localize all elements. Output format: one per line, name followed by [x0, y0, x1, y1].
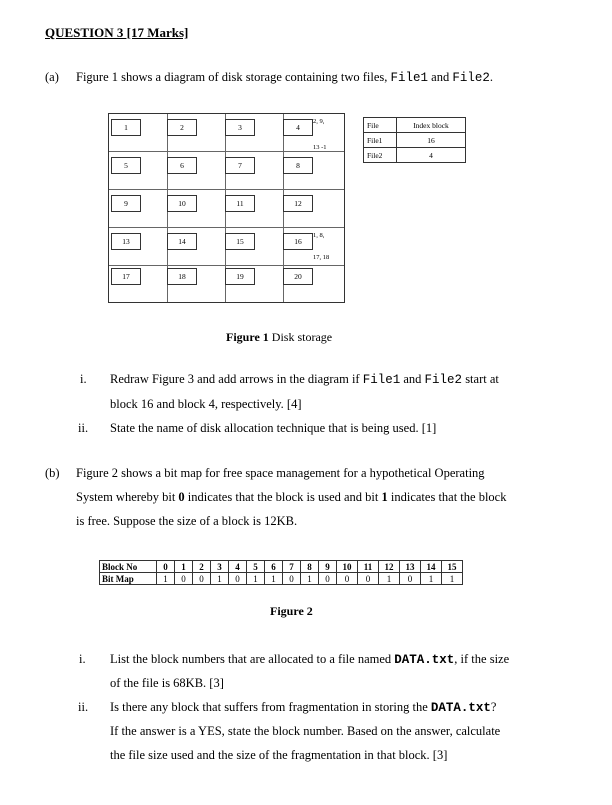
- file-index-table: [363, 117, 466, 163]
- part-a-intro: [76, 70, 493, 85]
- block-number: 14: [421, 561, 442, 573]
- bit-value: 1: [211, 573, 229, 585]
- table-cell: 16: [397, 133, 466, 148]
- block-number: 1: [175, 561, 193, 573]
- disk-block: 14: [167, 233, 197, 250]
- q-a-i-label: i.: [80, 372, 87, 386]
- bit-value: 1: [247, 573, 265, 585]
- disk-block: 20: [283, 268, 313, 285]
- q-a-i-text: Redraw Figure 3 and add arrows in the diagram if: [110, 372, 360, 386]
- data-file-name: DATA.txt: [430, 701, 491, 715]
- disk-block: 1: [111, 119, 141, 136]
- bit-value: 1: [421, 573, 442, 585]
- file2-name: File2: [452, 71, 490, 85]
- disk-block: 10: [167, 195, 197, 212]
- part-b-line1: Figure 2 shows a bit map for free space management for a hypothetical Operating: [76, 466, 485, 480]
- disk-block: 3: [225, 119, 255, 136]
- disk-block: 19: [225, 268, 255, 285]
- part-b-line3: is free. Suppose the size of a block is 12KB.: [76, 514, 298, 528]
- block-number: 15: [442, 561, 463, 573]
- block-number: 2: [193, 561, 211, 573]
- block-number-row: [100, 561, 463, 573]
- disk-block: 2: [167, 119, 197, 136]
- part-b-text: indicates that the block is used and bit: [187, 490, 379, 504]
- q-a-ii-text: State the name of disk allocation technique that is being used. [1]: [110, 421, 437, 435]
- block-number: 13: [400, 561, 421, 573]
- q-a-ii-label: ii.: [78, 421, 89, 435]
- block-note: 17, 18: [313, 254, 330, 261]
- block-number: 12: [379, 561, 400, 573]
- disk-block: 5: [111, 157, 141, 174]
- table-cell: File1: [364, 133, 397, 148]
- bit-value: 0: [319, 573, 337, 585]
- table-cell: File2: [364, 148, 397, 163]
- part-a-intro-text: Figure 1 shows a diagram of disk storage containing two files,: [76, 70, 388, 84]
- bit-value: 0: [283, 573, 301, 585]
- block-note: 1, 8,: [313, 232, 325, 239]
- row-label: Bit Map: [100, 573, 157, 585]
- bit-value: 1: [379, 573, 400, 585]
- disk-block: 9: [111, 195, 141, 212]
- data-file-name: DATA.txt: [394, 653, 455, 667]
- bit-zero: 0: [178, 490, 185, 504]
- q-a-i-line1: [110, 372, 499, 387]
- disk-block: 15: [225, 233, 255, 250]
- and-word: and: [431, 70, 450, 84]
- disk-block: 4: [283, 119, 313, 136]
- block-number: 8: [301, 561, 319, 573]
- q-b-ii-line3: the file size used and the size of the fragmentation in that block. [3]: [110, 748, 448, 762]
- disk-block: 13: [111, 233, 141, 250]
- disk-block: 12: [283, 195, 313, 212]
- bit-map-row: [100, 573, 463, 585]
- file2-name: File2: [424, 373, 463, 387]
- part-b-label: (b): [45, 466, 60, 480]
- bit-value: 1: [442, 573, 463, 585]
- bit-value: 0: [175, 573, 193, 585]
- part-b-line2: [76, 490, 506, 505]
- part-a-label: (a): [45, 70, 59, 84]
- disk-storage-grid: [108, 113, 345, 303]
- bit-value: 0: [193, 573, 211, 585]
- table-cell: 4: [397, 148, 466, 163]
- figure-1-title: Disk storage: [271, 330, 333, 344]
- block-number: 4: [229, 561, 247, 573]
- disk-block: 8: [283, 157, 313, 174]
- and-word: and: [403, 372, 422, 386]
- bit-one: 1: [381, 490, 388, 504]
- q-b-i-line1: [110, 652, 509, 667]
- disk-block: 16: [283, 233, 313, 250]
- disk-block: 7: [225, 157, 255, 174]
- bit-value: 0: [337, 573, 358, 585]
- q-b-i-line2: of the file is 68KB. [3]: [110, 676, 224, 690]
- figure-1-caption: [226, 330, 332, 345]
- row-label: Block No: [100, 561, 157, 573]
- block-number: 5: [247, 561, 265, 573]
- block-note: 13 -1: [313, 144, 327, 151]
- bit-value: 0: [358, 573, 379, 585]
- bitmap-table: [99, 560, 463, 585]
- block-number: 6: [265, 561, 283, 573]
- block-number: 0: [157, 561, 175, 573]
- q-b-ii-text-end: ?: [490, 700, 497, 714]
- block-note: 2, 9,: [313, 118, 325, 125]
- file1-name: File1: [362, 373, 401, 387]
- q-b-ii-line2: If the answer is a YES, state the block number. Based on the answer, calculate: [110, 724, 501, 738]
- block-number: 3: [211, 561, 229, 573]
- disk-block: 17: [111, 268, 141, 285]
- q-a-i-text-end: start at: [465, 372, 499, 386]
- q-b-i-text: List the block numbers that are allocated to a file named: [110, 652, 392, 666]
- block-number: 11: [358, 561, 379, 573]
- block-number: 10: [337, 561, 358, 573]
- table-header: File: [364, 118, 397, 133]
- bit-value: 1: [301, 573, 319, 585]
- part-b-text: indicates that the block: [390, 490, 507, 504]
- file1-name: File1: [390, 71, 429, 85]
- block-number: 9: [319, 561, 337, 573]
- table-header: Index block: [397, 118, 466, 133]
- q-b-ii-text: Is there any block that suffers from fragmentation in storing the: [110, 700, 428, 714]
- bit-value: 1: [265, 573, 283, 585]
- q-a-i-line2: block 16 and block 4, respectively. [4]: [110, 397, 302, 411]
- block-number: 7: [283, 561, 301, 573]
- disk-block: 11: [225, 195, 255, 212]
- bit-value: 0: [400, 573, 421, 585]
- q-b-i-text-end: , if the size: [454, 652, 510, 666]
- figure-1-label: Figure 1: [226, 330, 269, 344]
- period: .: [489, 70, 493, 84]
- q-b-ii-label: ii.: [78, 700, 89, 714]
- bit-value: 0: [229, 573, 247, 585]
- q-b-ii-line1: [110, 700, 496, 715]
- question-title: QUESTION 3 [17 Marks]: [45, 25, 189, 40]
- part-b-text: System whereby bit: [76, 490, 176, 504]
- figure-2-caption: Figure 2: [270, 604, 313, 618]
- disk-block: 18: [167, 268, 197, 285]
- q-b-i-label: i.: [79, 652, 86, 666]
- disk-block: 6: [167, 157, 197, 174]
- bit-value: 1: [157, 573, 175, 585]
